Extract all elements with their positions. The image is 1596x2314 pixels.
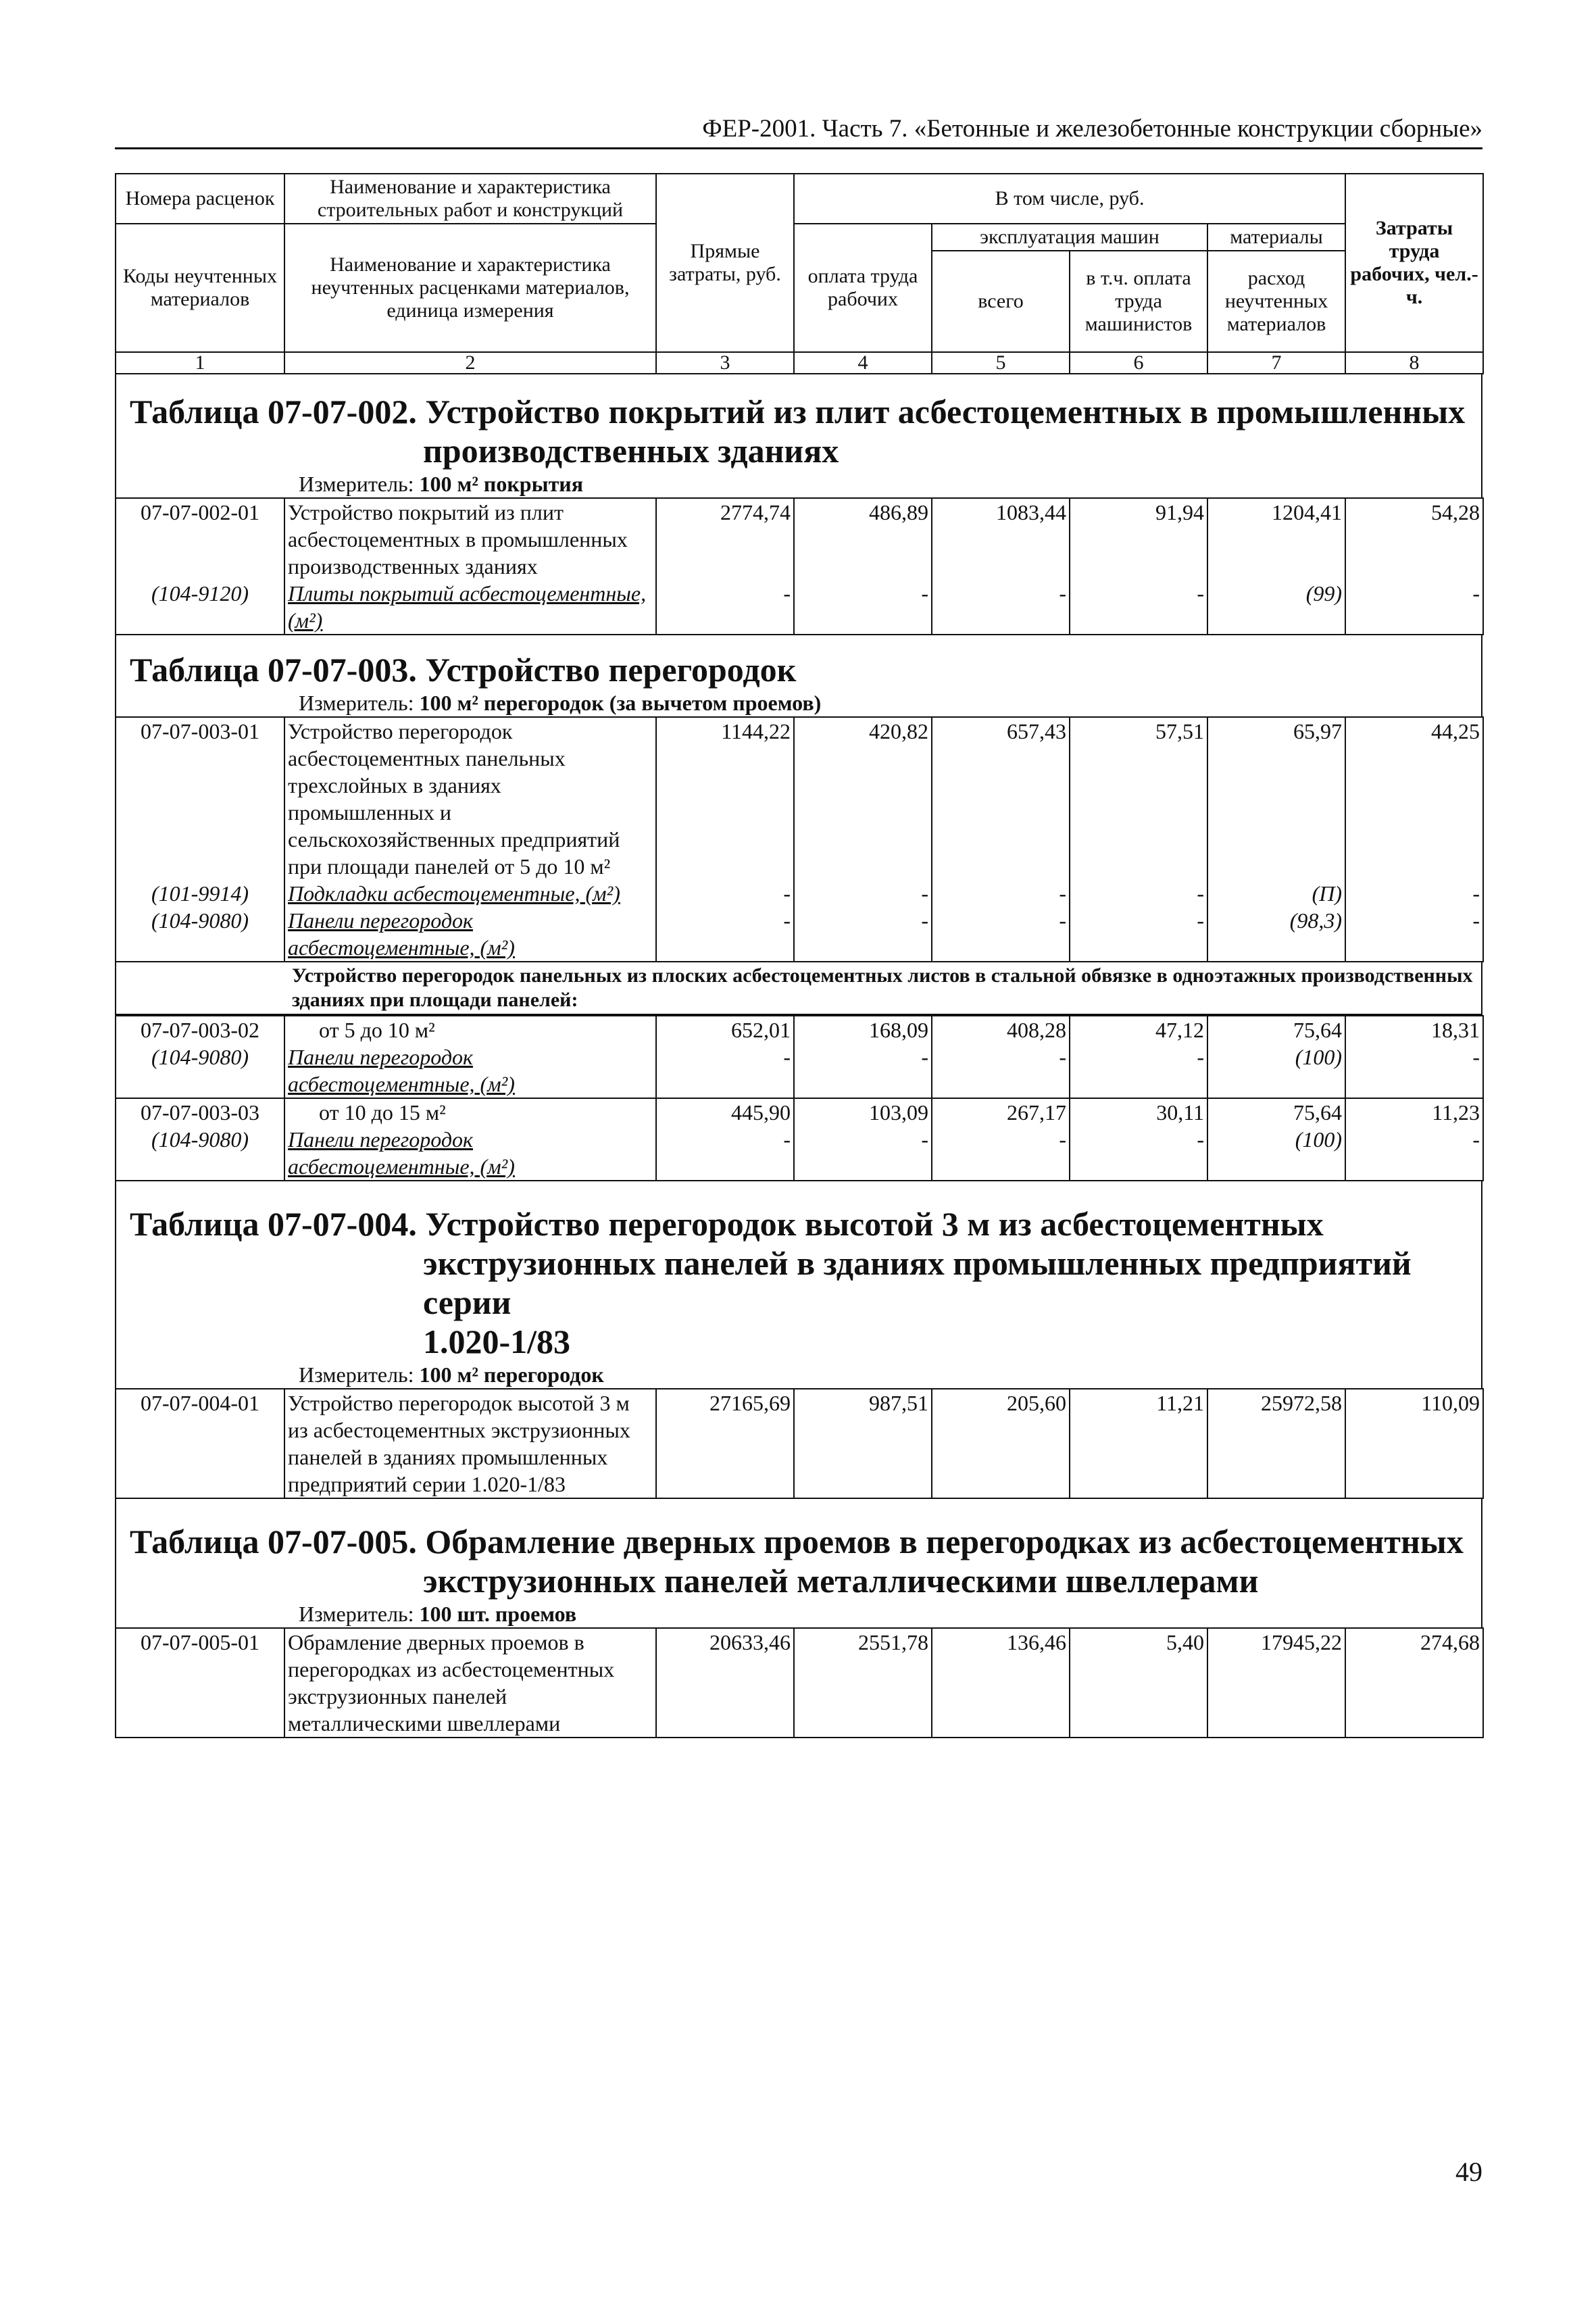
table-row [116,1016,1483,1043]
cell-direct: 27165,69 [656,1389,794,1498]
header-name-top: Наименование и характеристика строительных работ и конструкций [284,174,656,224]
cell-direct: 20633,46 [656,1628,794,1738]
page-number: 49 [1455,2157,1482,2187]
cell-direct: - [656,1126,794,1181]
cell-materials: 75,64 [1207,1016,1345,1043]
cell-machines: - [932,580,1070,635]
material-code: (104-9120) [116,580,284,635]
cell-materials: (98,3) [1207,907,1345,962]
table-row [116,1126,1483,1181]
rate-name: Устройство перегородок высотой 3 м из асбестоцементных экструзионных панелей в зданиях промышленных предприятий серии 1.020-1/83 [284,1389,656,1498]
cell-machinists: 30,11 [1070,1098,1207,1126]
cell-labor-pay: 103,09 [794,1098,932,1126]
col-number: 5 [932,352,1070,374]
cell-labor-cost: 11,23 [1345,1098,1483,1126]
cell-direct: 445,90 [656,1098,794,1126]
header-materials-use: расход неучтенных материалов [1207,251,1345,352]
header-including: В том числе, руб. [794,174,1345,224]
table-row [116,1389,1483,1498]
cell-materials: (П) [1207,880,1345,907]
cell-materials: 25972,58 [1207,1389,1345,1498]
cell-machines: - [932,1043,1070,1098]
cell-machinists: - [1070,880,1207,907]
col-number: 3 [656,352,794,374]
header-materials-group: материалы [1207,224,1345,251]
section-title: Таблица 07-07-004. Устройство перегородок высотой 3 м из асбестоцементных экструзионных панелей в зданиях промышленных предприятий серии 1.020-1/83 [130,1205,1412,1360]
cell-machinists: - [1070,1126,1207,1181]
cell-labor-pay: - [794,1043,932,1098]
header-codes-top: Номера расценок [116,174,284,224]
cell-direct: - [656,580,794,635]
table-row [116,498,1483,580]
rate-name: от 10 до 15 м² [284,1098,656,1126]
rate-name: Устройство перегородок асбестоцементных панельных трехслойных в зданиях промышленных и сельскохозяйственных предприятий при площади панелей от 5 до 10 м² [284,717,656,880]
header-labor-costs: Затраты труда рабочих, чел.-ч. [1345,174,1483,352]
col-number: 2 [284,352,656,374]
rate-code: 07-07-004-01 [116,1389,284,1498]
cell-direct: 1144,22 [656,717,794,880]
cell-labor-pay: - [794,580,932,635]
cell-direct: - [656,907,794,962]
cell-labor-cost: - [1345,907,1483,962]
col-number: 4 [794,352,932,374]
cell-labor-cost: - [1345,880,1483,907]
rate-name: Устройство покрытий из плит асбестоцементных в промышленных производственных зданиях [284,498,656,580]
rate-code: 07-07-003-03 [116,1098,284,1126]
table-section-002 [115,374,1482,497]
header-machines-group: эксплуатация машин [932,224,1207,251]
table-row [116,717,1483,880]
rates-table-003 [115,716,1484,962]
section-meter: Измеритель: 100 шт. проемов [299,1602,577,1626]
price-sheet [115,173,1482,1738]
header-machinists-pay: в т.ч. оплата труда машинистов [1070,251,1207,352]
cell-machinists: 57,51 [1070,717,1207,880]
cell-materials: (99) [1207,580,1345,635]
header-direct-costs: Прямые затраты, руб. [656,174,794,352]
rates-table-003-b [115,1015,1484,1181]
cell-labor-cost: 18,31 [1345,1016,1483,1043]
cell-materials: 75,64 [1207,1098,1345,1126]
col-number: 1 [116,352,284,374]
cell-materials: (100) [1207,1126,1345,1181]
header-labor-pay: оплата труда рабочих [794,224,932,352]
header-machines-total: всего [932,251,1070,352]
rates-table-002 [115,497,1484,635]
cell-labor-cost: 274,68 [1345,1628,1483,1738]
cell-machines: 1083,44 [932,498,1070,580]
table-row [116,1043,1483,1098]
rates-table-005 [115,1627,1484,1738]
cell-machines: 657,43 [932,717,1070,880]
section-title: Таблица 07-07-005. Обрамление дверных проемов в перегородках из асбестоцементных экструзионных панелей металлическими швеллерами [130,1523,1464,1600]
cell-machines: 267,17 [932,1098,1070,1126]
material-name: Подкладки асбестоцементные, (м²) [284,880,656,907]
section-meter: Измеритель: 100 м² перегородок [299,1362,604,1387]
table-row [116,1628,1483,1738]
table-row [116,1098,1483,1126]
section-meter: Измеритель: 100 м² покрытия [299,472,584,496]
running-header: ФЕР-2001. Часть 7. «Бетонные и железобетонные конструкции сборные» [115,114,1482,149]
cell-labor-pay: - [794,907,932,962]
subheading-panel-partitions: Устройство перегородок панельных из плоских асбестоцементных листов в стальной обвязке в одноэтажных производственных зданиях при площади панелей: [115,962,1482,1015]
material-name: Панели перегородок асбестоцементные, (м²) [284,907,656,962]
cell-direct: - [656,1043,794,1098]
cell-labor-cost: 54,28 [1345,498,1483,580]
cell-machines: - [932,907,1070,962]
cell-materials: (100) [1207,1043,1345,1098]
cell-labor-pay: - [794,880,932,907]
cell-labor-pay: 2551,78 [794,1628,932,1738]
material-name: Плиты покрытий асбестоцементные, (м²) [284,580,656,635]
material-code: (104-9080) [116,907,284,962]
cell-labor-cost: - [1345,580,1483,635]
section-title: Таблица 07-07-002. Устройство покрытий из плит асбестоцементных в промышленных производственных зданиях [130,393,1466,470]
table-section-005 [115,1499,1482,1627]
cell-direct: - [656,880,794,907]
cell-labor-pay: 168,09 [794,1016,932,1043]
cell-machinists: 11,21 [1070,1389,1207,1498]
cell-machinists: 5,40 [1070,1628,1207,1738]
table-section-004 [115,1181,1482,1388]
header-codes-bottom: Коды неучтенных материалов [116,224,284,352]
col-number: 7 [1207,352,1345,374]
cell-machines: 205,60 [932,1389,1070,1498]
col-number: 8 [1345,352,1483,374]
cell-labor-pay: 486,89 [794,498,932,580]
cell-machinists: - [1070,907,1207,962]
material-code: (104-9080) [116,1043,284,1098]
cell-machinists: - [1070,1043,1207,1098]
rate-name: Обрамление дверных проемов в перегородках из асбестоцементных экструзионных панелей металлическими швеллерами [284,1628,656,1738]
rate-code: 07-07-002-01 [116,498,284,580]
material-code: (104-9080) [116,1126,284,1181]
section-title: Таблица 07-07-003. Устройство перегородок [130,651,797,689]
cell-materials: 1204,41 [1207,498,1345,580]
rate-code: 07-07-005-01 [116,1628,284,1738]
cell-labor-pay: - [794,1126,932,1181]
cell-direct: 652,01 [656,1016,794,1043]
table-section-003 [115,635,1482,716]
cell-labor-pay: 987,51 [794,1389,932,1498]
cell-machinists: 47,12 [1070,1016,1207,1043]
rate-code: 07-07-003-02 [116,1016,284,1043]
cell-machines: 136,46 [932,1628,1070,1738]
rates-table-004 [115,1388,1484,1499]
cell-machinists: - [1070,580,1207,635]
cell-direct: 2774,74 [656,498,794,580]
rate-name: от 5 до 10 м² [284,1016,656,1043]
table-row [116,880,1483,907]
cell-machines: - [932,880,1070,907]
cell-labor-cost: - [1345,1126,1483,1181]
table-row [116,907,1483,962]
material-code: (101-9914) [116,880,284,907]
cell-machines: 408,28 [932,1016,1070,1043]
section-meter: Измеритель: 100 м² перегородок (за вычетом проемов) [299,691,822,715]
col-number: 6 [1070,352,1207,374]
rate-code: 07-07-003-01 [116,717,284,880]
material-name: Панели перегородок асбестоцементные, (м²) [284,1043,656,1098]
cell-labor-cost: 110,09 [1345,1389,1483,1498]
table-row [116,580,1483,635]
cell-materials: 65,97 [1207,717,1345,880]
cell-materials: 17945,22 [1207,1628,1345,1738]
material-name: Панели перегородок асбестоцементные, (м²) [284,1126,656,1181]
cell-labor-cost: - [1345,1043,1483,1098]
cell-machinists: 91,94 [1070,498,1207,580]
cell-machines: - [932,1126,1070,1181]
cell-labor-cost: 44,25 [1345,717,1483,880]
cell-labor-pay: 420,82 [794,717,932,880]
header-name-bottom: Наименование и характеристика неучтенных расценками материалов, единица измерения [284,224,656,352]
column-header-table [115,173,1484,374]
